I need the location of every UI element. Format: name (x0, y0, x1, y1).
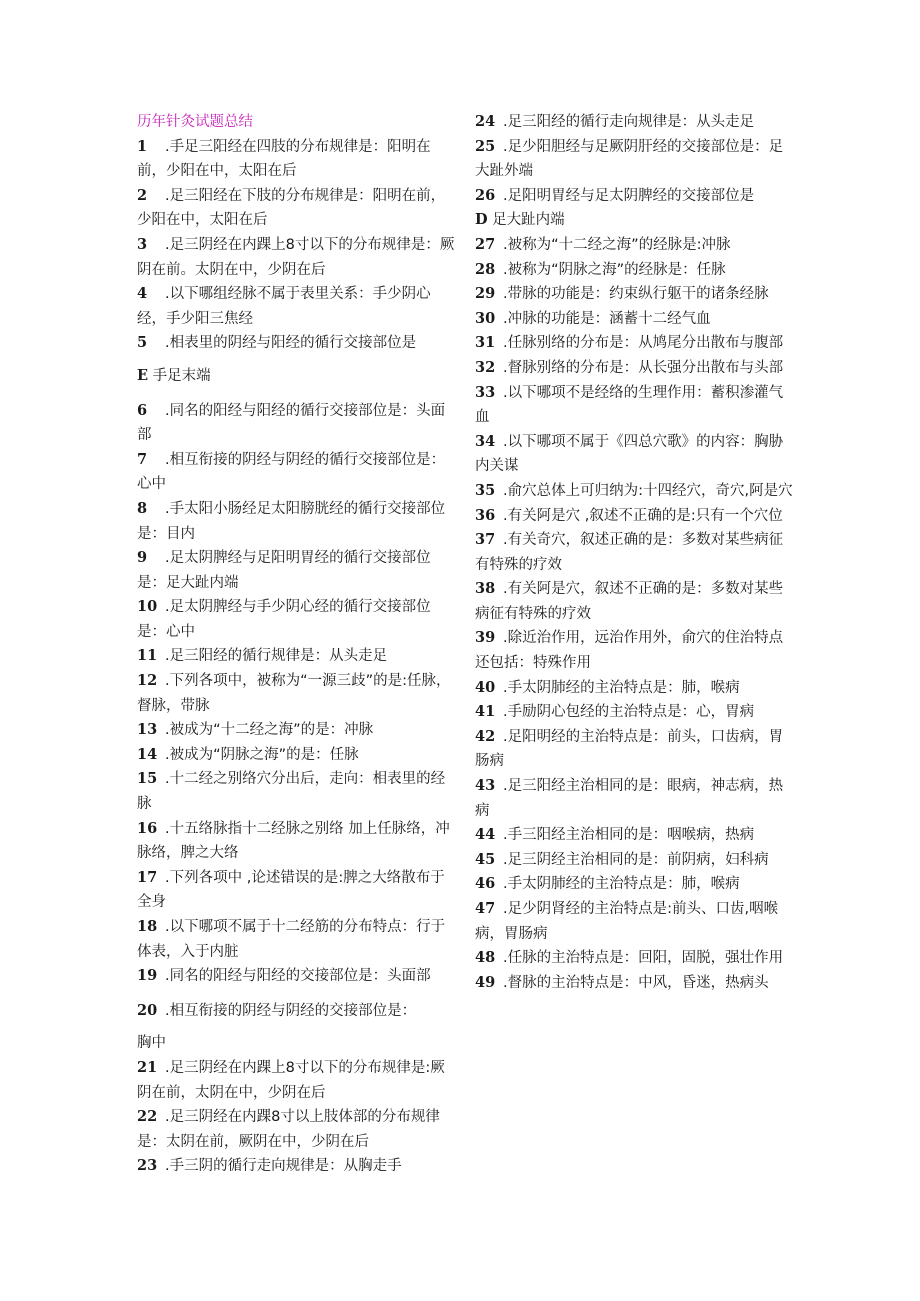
question-item (475, 233, 793, 258)
question-number: 7 (137, 450, 148, 468)
question-item (475, 184, 793, 209)
question-item (475, 135, 793, 184)
question-text: .有关阿是穴 ,叙述不正确的是:只有一个穴位 (503, 507, 783, 524)
question-item (475, 626, 793, 675)
question-number: 26 (475, 186, 496, 204)
question-number: 12 (137, 672, 158, 690)
page-title: 历年针灸试题总结 (137, 114, 253, 130)
question-number: 30 (475, 309, 496, 327)
question-item (475, 258, 793, 283)
question-number: 1 (137, 137, 148, 155)
question-item (475, 504, 793, 529)
question-text: .以下哪项不属于《四总穴歌》的内容：胸胁内关谋 (475, 433, 784, 475)
question-item (475, 331, 793, 356)
question-item (475, 577, 793, 626)
question-text: .足少阳胆经与足厥阴肝经的交接部位是：足大趾外端 (475, 138, 784, 180)
question-text: .被称为“阴脉之海”的经脉是：任脉 (503, 261, 726, 278)
question-text: .手太阴肺经的主治特点是：肺，喉病 (503, 876, 740, 893)
question-text: .以下哪项不是经络的生理作用：蓄积渗灌气血 (475, 384, 784, 426)
question-text: .足阳明胃经与足太阴脾经的交接部位是 (503, 187, 755, 204)
question-text: .以下哪组经脉不属于表里关系：手少阴心经，手少阳三焦经 (137, 286, 431, 327)
question-text: .带脉的功能是：约束纵行躯干的诸条经脉 (503, 286, 769, 303)
question-item (137, 999, 455, 1024)
right-column (475, 110, 793, 995)
question-number: 8 (137, 499, 148, 517)
question-item (137, 233, 455, 282)
question-item (137, 497, 455, 546)
question-text: .督脉的主治特点是：中风，昏迷，热病头 (503, 974, 769, 991)
question-text: .同名的阳经与阳经的循行交接部位是：头面部 (137, 402, 446, 444)
question-text: .足三阳经的循行走向规律是：从头走足 (503, 114, 755, 130)
question-text: .足太阴脾经与足阳明胃经的循行交接部位是：足大趾内端 (137, 550, 431, 591)
question-item (475, 725, 793, 774)
question-text: .被成为“十二经之海”的是：冲脉 (165, 722, 374, 739)
question-number: 22 (137, 1108, 158, 1126)
question-item (137, 767, 455, 816)
question-item (137, 669, 455, 718)
question-item (475, 110, 793, 135)
question-item (137, 644, 455, 669)
question-item (475, 479, 793, 504)
question-number: 37 (475, 531, 496, 549)
question-text: .足三阴经在内踝上8寸以下的分布规律是:厥阴在前，太阴在中，少阴在后 (137, 1059, 445, 1101)
question-text: .督脉别络的分布是：从长强分出散布与头部 (503, 359, 784, 376)
question-text: .足三阳经在下肢的分布规律是：阳明在前，少阳在中，太阳在后 (137, 187, 446, 229)
question-text: .除近治作用，远治作用外，俞穴的住治特点还包括：特殊作用 (475, 630, 784, 672)
question-item (475, 430, 793, 479)
question-text: .相互衔接的阴经与阴经的循行交接部位是：心中 (137, 451, 446, 493)
question-number: 9 (137, 549, 148, 567)
question-text: .下列各项中，被称为“一源三歧”的是:任脉，督脉，带脉 (137, 673, 451, 714)
question-number: 40 (475, 678, 496, 696)
question-number: 21 (137, 1058, 158, 1076)
question-item (137, 595, 455, 644)
question-number: 31 (475, 334, 496, 352)
question-text: .冲脉的功能是：涵蓄十二经气血 (503, 310, 711, 327)
question-item (475, 848, 793, 873)
question-text: 胸中 (137, 1035, 166, 1052)
question-number: 16 (137, 819, 158, 837)
question-number: 11 (137, 647, 158, 665)
question-item (475, 307, 793, 332)
question-number: 41 (475, 703, 496, 721)
question-item (137, 743, 455, 768)
question-item (137, 331, 455, 356)
question-text: .足三阳经主治相同的是：眼病，神志病，热病 (475, 778, 784, 819)
question-item (475, 676, 793, 701)
right-question-list (475, 110, 793, 995)
question-number: 47 (475, 900, 496, 917)
question-item (475, 872, 793, 897)
question-number: 10 (137, 598, 158, 616)
question-text: .相表里的阴经与阳经的循行交接部位是 (165, 335, 417, 352)
question-text: .同名的阳经与阳经的交接部位是：头面部 (165, 968, 431, 985)
question-item (137, 282, 455, 331)
question-item (137, 817, 455, 866)
question-item (137, 915, 455, 964)
question-number: 38 (475, 580, 496, 598)
question-number: 2 (137, 186, 148, 204)
question-item (137, 184, 455, 233)
question-item (137, 1105, 455, 1154)
question-number: 48 (475, 949, 496, 967)
question-item (475, 282, 793, 307)
question-number: 17 (137, 868, 158, 886)
question-number: 42 (475, 727, 496, 745)
question-text: .手太阴肺经的主治特点是：肺，喉病 (503, 679, 740, 696)
question-number: 15 (137, 770, 158, 788)
question-item (475, 381, 793, 430)
question-text: .任脉的主治特点是：回阳，固脱，强壮作用 (503, 950, 784, 967)
question-number: 46 (475, 875, 496, 893)
question-item (137, 546, 455, 595)
question-number: 3 (137, 235, 148, 253)
question-text: .任脉别络的分布是：从鸠尾分出散布与腹部 (503, 335, 784, 352)
question-number: 49 (475, 973, 496, 991)
question-item (137, 364, 455, 389)
question-number: 23 (137, 1157, 158, 1175)
question-text: .足阳明经的主治特点是：前头，口齿病，胃肠病 (475, 728, 784, 770)
question-text: .十二经之别络穴分出后，走向：相表里的经脉 (137, 771, 446, 813)
question-number: 4 (137, 285, 148, 303)
question-item (475, 700, 793, 725)
question-number: 35 (475, 481, 496, 499)
question-item (137, 866, 455, 915)
question-number: 32 (475, 358, 496, 376)
question-number: 29 (475, 285, 496, 303)
answer-option-letter: E (137, 366, 149, 384)
question-text: .手太阳小肠经足太阳膀胱经的循行交接部位是：目内 (137, 500, 446, 542)
question-text: .十五络脉指十二经脉之别络 加上任脉络，冲脉络，脾之大络 (137, 820, 450, 862)
question-number: 5 (137, 334, 148, 352)
question-item (137, 135, 455, 184)
question-text: .下列各项中 ,论述错误的是:脾之大络散布于全身 (137, 869, 445, 911)
question-text: .以下哪项不属于十二经筋的分布特点：行于体表，入于内脏 (137, 919, 446, 960)
question-text: .有关阿是穴，叙述不正确的是：多数对某些病征有特殊的疗效 (475, 581, 784, 622)
question-text: .被称为“十二经之海”的经脉是:冲脉 (503, 236, 731, 253)
question-number: 24 (475, 113, 496, 130)
question-text: .足三阳经的循行规律是：从头走足 (165, 648, 388, 665)
question-item (475, 774, 793, 823)
question-item (475, 528, 793, 577)
question-number: 45 (475, 850, 496, 868)
left-column (137, 110, 455, 1179)
question-item (475, 971, 793, 996)
question-text: .足太阴脾经与手少阴心经的循行交接部位是：心中 (137, 599, 431, 640)
question-text: .有关奇穴，叙述正确的是：多数对某些病征有特殊的疗效 (475, 532, 784, 573)
question-text: .相互衔接的阴经与阴经的交接部位是： (165, 1002, 417, 1019)
question-number: 36 (475, 506, 496, 524)
question-number: 43 (475, 777, 496, 795)
question-item (475, 946, 793, 971)
question-text: .俞穴总体上可归纳为:十四经穴，奇穴,阿是穴 (503, 482, 793, 499)
question-number: 14 (137, 745, 158, 763)
answer-option-letter: D (475, 211, 488, 229)
question-item (137, 1056, 455, 1105)
question-item (475, 897, 793, 946)
question-number: 25 (475, 137, 496, 155)
question-number: 34 (475, 432, 496, 450)
question-number: 28 (475, 260, 496, 278)
question-number: 27 (475, 235, 496, 253)
question-item (137, 718, 455, 743)
question-text: .足三阴经主治相同的是：前阴病，妇科病 (503, 851, 769, 868)
question-text: .足少阴肾经的主治特点是:前头、口齿,咽喉病，胃肠病 (475, 901, 779, 942)
question-item (137, 1154, 455, 1179)
question-text: 足大趾内端 (492, 212, 565, 229)
question-item (137, 399, 455, 448)
question-item (475, 356, 793, 381)
question-text: .手励阴心包经的主治特点是：心，胃病 (503, 704, 755, 721)
question-number: 13 (137, 721, 158, 739)
question-number: 6 (137, 401, 148, 419)
question-number: 44 (475, 826, 496, 844)
question-text: .被成为“阴脉之海”的是：任脉 (165, 746, 359, 763)
question-number: 39 (475, 629, 496, 647)
question-item (475, 208, 793, 233)
question-item (137, 1031, 455, 1056)
question-number: 18 (137, 918, 158, 935)
question-text: 手足末端 (152, 367, 211, 384)
question-number: 19 (137, 967, 158, 985)
question-text: .手足三阳经在四肢的分布规律是：阳明在前，少阳在中，太阳在后 (137, 138, 431, 180)
question-number: 33 (475, 383, 496, 401)
question-text: .手三阴的循行走向规律是：从胸走手 (165, 1158, 402, 1175)
left-question-list (137, 135, 455, 1179)
question-number: 20 (137, 1001, 158, 1019)
question-item (137, 448, 455, 497)
question-text: .足三阴经在内踝上8寸以下的分布规律是：厥阴在前。太阴在中，少阴在后 (137, 236, 455, 278)
question-text: .足三阴经在内踝8寸以上肢体部的分布规律是：太阴在前，厥阴在中，少阴在后 (137, 1109, 440, 1150)
question-text: .手三阳经主治相同的是：咽喉病，热病 (503, 827, 755, 844)
question-item (475, 823, 793, 848)
question-item (137, 964, 455, 989)
